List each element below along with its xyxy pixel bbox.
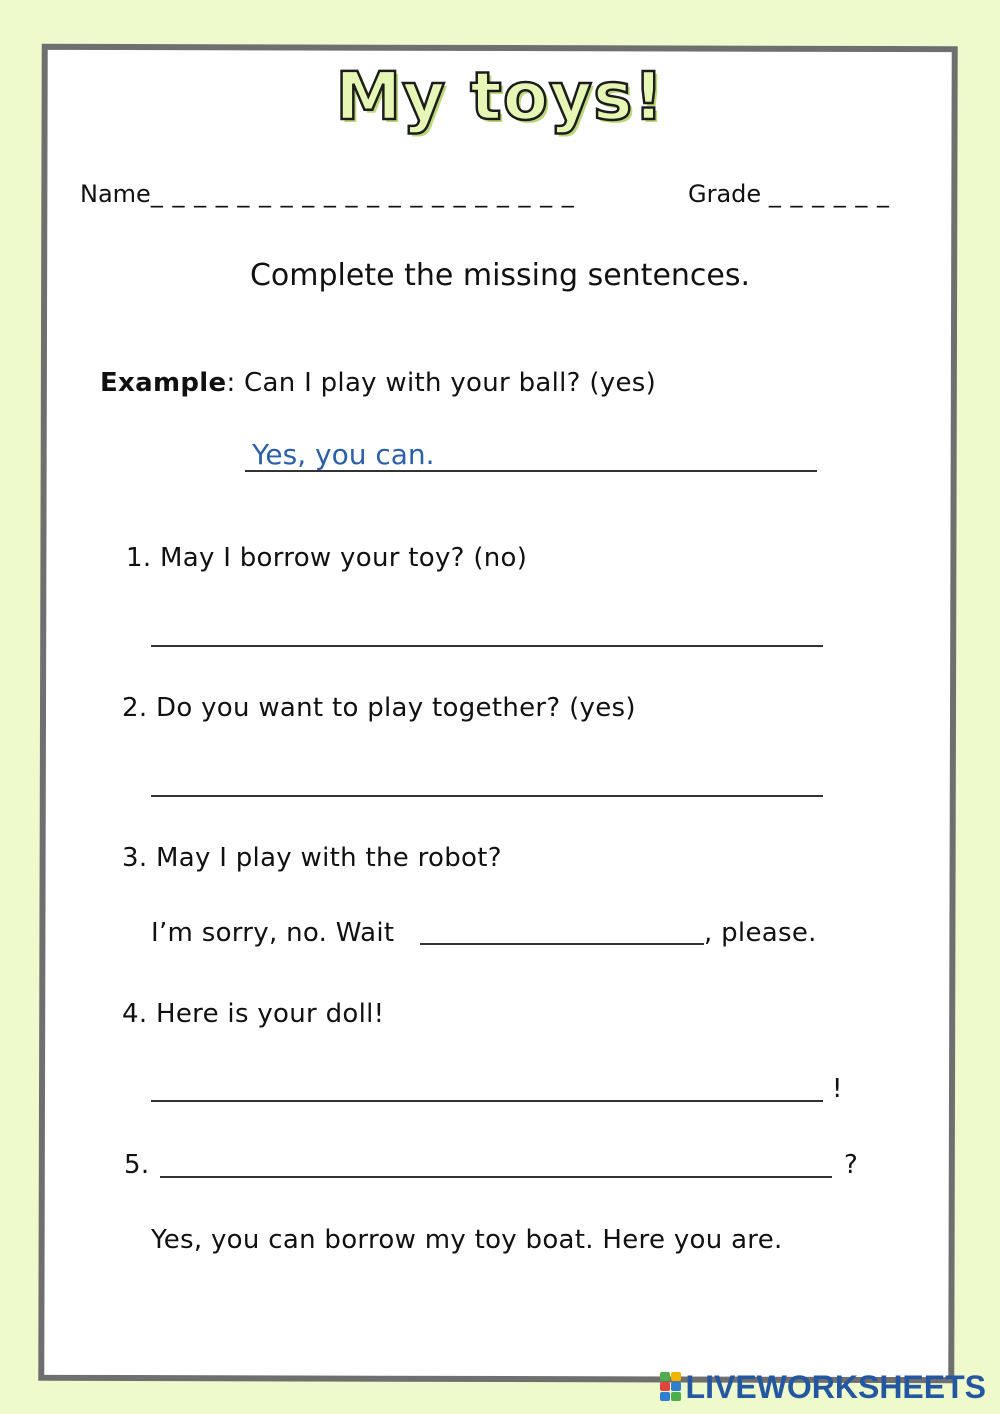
example-answer: Yes, you can.: [252, 438, 435, 471]
question-3-reply-end: , please.: [704, 918, 817, 948]
liveworksheets-logo-text: LIVEWORKSHEETS: [685, 1369, 986, 1405]
answer-4-line[interactable]: [151, 1100, 823, 1102]
grade-label: Grade: [688, 180, 762, 208]
answer-2-line[interactable]: [151, 795, 823, 797]
example-label: Example: [100, 368, 227, 398]
question-4: [122, 999, 384, 1029]
question-2-number: 2.: [122, 693, 148, 723]
instruction-text: Complete the missing sentences.: [249, 258, 751, 293]
question-5-end-mark: ?: [844, 1150, 858, 1180]
answer-1-line[interactable]: [151, 645, 823, 647]
answer-3-line[interactable]: [420, 943, 704, 945]
grade-field[interactable]: [688, 180, 890, 208]
question-5-reply: Yes, you can borrow my toy boat. Here you are.: [151, 1225, 783, 1255]
question-4-text: Here is your doll!: [156, 999, 385, 1029]
question-2: [122, 693, 636, 723]
liveworksheets-logo-icon: [660, 1372, 682, 1402]
question-3-number: 3.: [122, 843, 148, 873]
name-label: Name: [80, 180, 151, 208]
name-field[interactable]: [80, 180, 575, 208]
liveworksheets-logo: [660, 1369, 986, 1406]
question-3: [122, 843, 502, 873]
example-question-text: : Can I play with your ball? (yes): [226, 368, 657, 398]
question-1: [126, 543, 527, 573]
question-4-number: 4.: [122, 999, 148, 1029]
question-5-line[interactable]: [160, 1176, 832, 1178]
answer-4-end-mark: !: [832, 1074, 843, 1104]
question-3-text: May I play with the robot?: [156, 843, 502, 873]
question-1-number: 1.: [126, 543, 152, 573]
example-question: [100, 368, 656, 398]
question-3-reply-start: I’m sorry, no. Wait: [151, 918, 395, 948]
example-answer-line: [245, 470, 817, 472]
question-2-text: Do you want to play together? (yes): [156, 693, 636, 723]
question-1-text: May I borrow your toy? (no): [160, 543, 528, 573]
grade-blank[interactable]: _ _ _ _ _ _: [768, 180, 890, 208]
name-blank[interactable]: _ _ _ _ _ _ _ _ _ _ _ _ _ _ _ _ _ _ _ _: [150, 180, 575, 208]
worksheet-title: My toys!: [335, 58, 665, 135]
question-5-number: 5.: [124, 1150, 150, 1180]
